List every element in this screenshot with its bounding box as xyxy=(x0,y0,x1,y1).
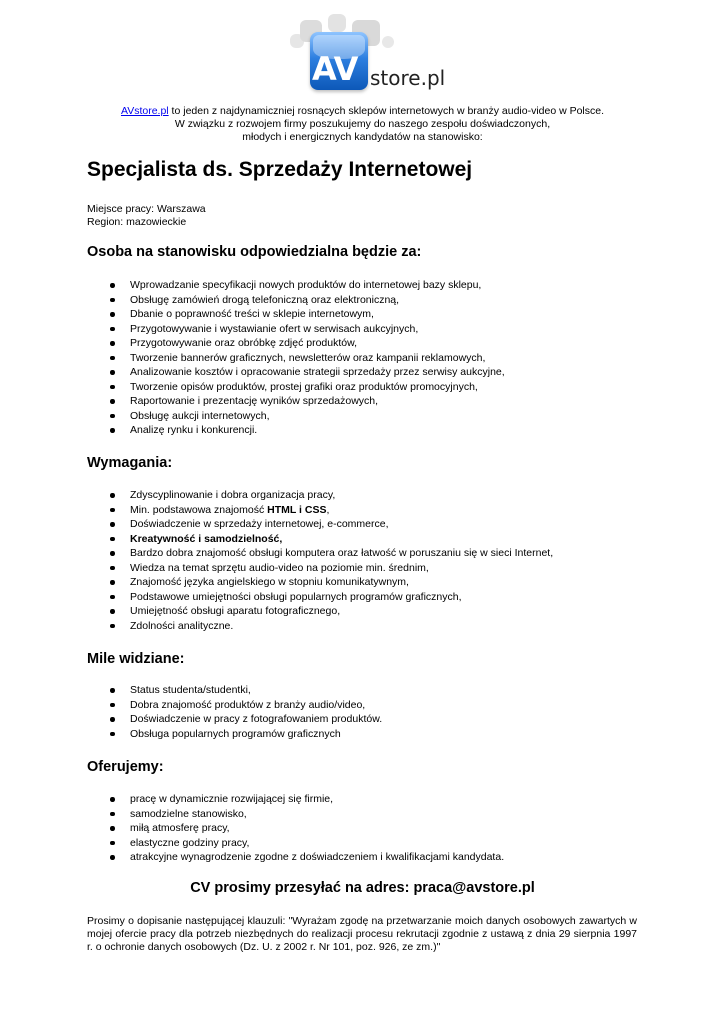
list-item: Dbanie o poprawność treści w sklepie internetowym, xyxy=(87,307,657,322)
list-item: Bardzo dobra znajomość obsługi komputera oraz łatwość w poruszaniu się w sieci Internet, xyxy=(87,546,657,561)
list-item: Przygotowywanie i wystawianie ofert w serwisach aukcyjnych, xyxy=(87,322,657,337)
list-item: Dobra znajomość produktów z branży audio/video, xyxy=(87,698,657,713)
list-item: Znajomość języka angielskiego w stopniu komunikatywnym, xyxy=(87,575,657,590)
gdpr-clause: Prosimy o dopisanie następującej klauzuli: "Wyrażam zgodę na przetwarzanie moich danych osobowych zawartych w mojej ofercie pracy dla potrzeb niezbędnych do realizacji procesu rekrutacji zgodnie z ustawą z dnia 29 sierpnia 1997 r. o ochronie danych osobowych (Dz. U. z 2002 r. Nr 101, poz. 926, ze zm.)" xyxy=(87,915,637,953)
work-region: Region: mazowieckie xyxy=(87,216,187,228)
responsibilities-heading: Osoba na stanowisku odpowiedzialna będzie za: xyxy=(87,244,422,260)
list-item: Status studenta/studentki, xyxy=(87,683,657,698)
intro-line2: W związku z rozwojem firmy poszukujemy do naszego zespołu doświadczonych, xyxy=(174,118,551,130)
list-item: Analizowanie kosztów i opracowanie strategii sprzedaży przez serwisy aukcyjne, xyxy=(87,365,657,380)
job-title: Specjalista ds. Sprzedaży Internetowej xyxy=(87,158,473,181)
logo-decor-square xyxy=(328,14,346,32)
requirements-heading: Wymagania: xyxy=(87,455,173,471)
intro-text xyxy=(60,105,665,144)
logo-mark: AV xyxy=(312,50,358,88)
list-item: Obsługa popularnych programów graficznych xyxy=(87,727,657,742)
list-item: Podstawowe umiejętności obsługi popularnych programów graficznych, xyxy=(87,590,657,605)
list-item: Zdyscyplinowanie i dobra organizacja pracy, xyxy=(87,488,657,503)
offer-heading: Oferujemy: xyxy=(87,759,164,775)
list-item: Doświadczenie w pracy z fotografowaniem produktów. xyxy=(87,712,657,727)
logo-decor-square xyxy=(382,36,394,48)
intro-line3: młodych i energicznych kandydatów na stanowisko: xyxy=(242,131,483,143)
list-item: Umiejętność obsługi aparatu fotograficznego, xyxy=(87,604,657,619)
list-item: Przygotowywanie oraz obróbkę zdjęć produktów, xyxy=(87,336,657,351)
list-item: atrakcyjne wynagrodzenie zgodne z doświadczeniem i kwalifikacjami kandydata. xyxy=(87,850,657,865)
list-item: Obsługę zamówień drogą telefoniczną oraz elektroniczną, xyxy=(87,293,657,308)
cv-address: CV prosimy przesyłać na adres: praca@avstore.pl xyxy=(190,880,535,896)
responsibilities-list xyxy=(87,278,657,438)
list-item-suffix: , xyxy=(326,503,330,516)
list-item: Obsługę aukcji internetowych, xyxy=(87,409,657,424)
nice-to-have-list xyxy=(87,683,657,741)
list-item: miłą atmosferę pracy, xyxy=(87,821,657,836)
list-item: Zdolności analityczne. xyxy=(87,619,657,634)
list-item: Raportowanie i prezentację wyników sprzedażowych, xyxy=(87,394,657,409)
logo-text: store.pl xyxy=(370,66,446,90)
list-item-text: Min. podstawowa znajomość xyxy=(130,503,268,516)
list-item xyxy=(87,503,657,518)
job-location xyxy=(87,203,206,229)
offer-list xyxy=(87,792,657,865)
list-item: Doświadczenie w sprzedaży internetowej, e-commerce, xyxy=(87,517,657,532)
html-css-highlight: HTML i CSS xyxy=(267,503,327,516)
list-item: Wprowadzanie specyfikacji nowych produktów do internetowej bazy sklepu, xyxy=(87,278,657,293)
work-place: Miejsce pracy: Warszawa xyxy=(87,203,206,215)
avstore-logo xyxy=(290,14,446,96)
list-item: pracę w dynamicznie rozwijającej się firmie, xyxy=(87,792,657,807)
list-item: samodzielne stanowisko, xyxy=(87,807,657,822)
list-item: Wiedza na temat sprzętu audio-video na poziomie min. średnim, xyxy=(87,561,657,576)
requirements-list xyxy=(87,488,657,633)
list-item: Tworzenie bannerów graficznych, newsletterów oraz kampanii reklamowych, xyxy=(87,351,657,366)
avstore-link[interactable]: AVstore.pl xyxy=(120,105,169,117)
list-item: Tworzenie opisów produktów, prostej grafiki oraz produktów promocyjnych, xyxy=(87,380,657,395)
intro-line1: to jeden z najdynamiczniej rosnących sklepów internetowych w branży audio-video w Polsce. xyxy=(168,105,605,117)
list-item: Kreatywność i samodzielność, xyxy=(87,532,657,547)
nice-to-have-heading: Mile widziane: xyxy=(87,651,185,667)
list-item: elastyczne godziny pracy, xyxy=(87,836,657,851)
list-item: Analizę rynku i konkurencji. xyxy=(87,423,657,438)
